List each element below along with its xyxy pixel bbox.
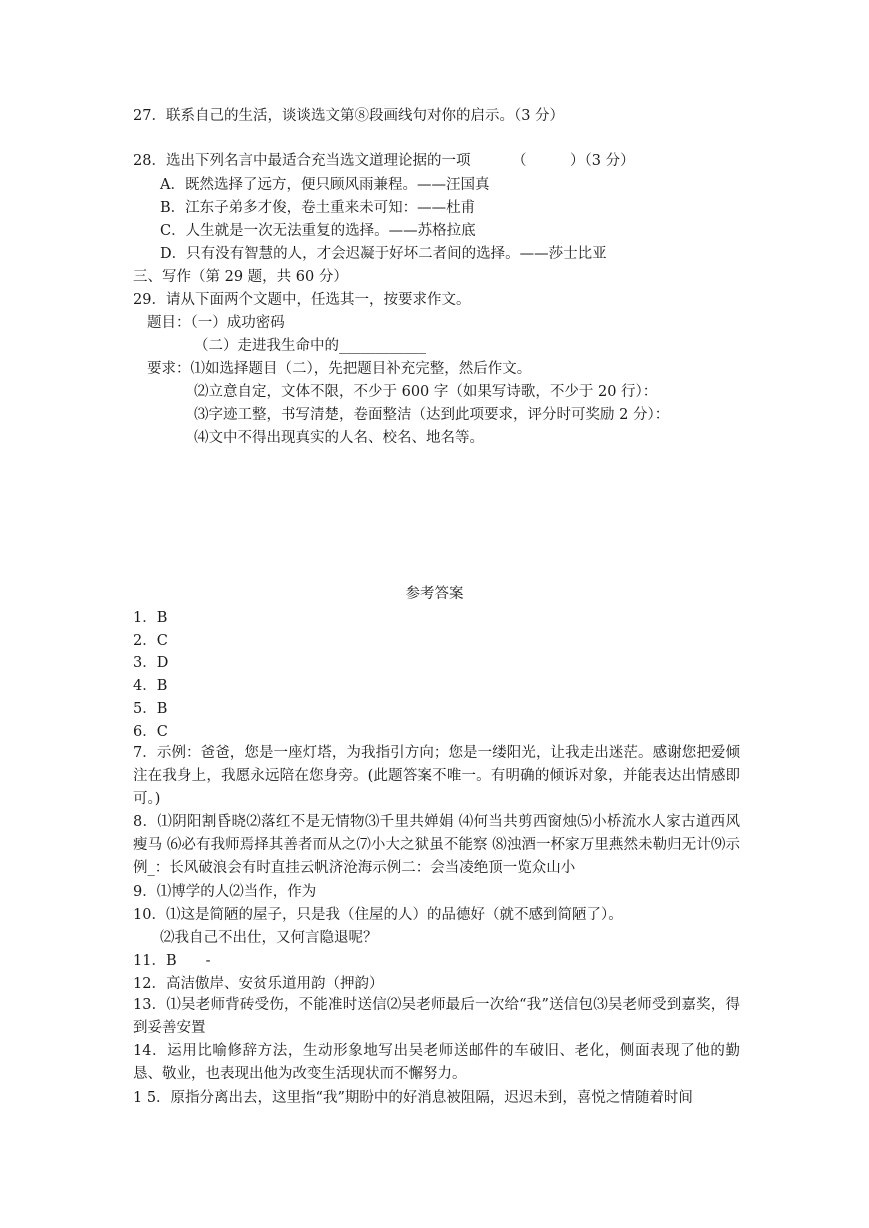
option-c: C．人生就是一次无法重复的选择。——苏格拉底: [160, 223, 476, 239]
answer-7: 7．示例：爸爸，您是一座灯塔，为我指引方向；您是一缕阳光，让我走出迷茫。感谢您把爱倾注在我身上，我愿永远陪在您身旁。(此题答案不唯一。有明确的倾诉对象，并能表达出情感即可。): [133, 745, 740, 807]
answer-8: 8．⑴阴阳割昏晓⑵落红不是无情物⑶千里共婵娟 ⑷何当共剪西窗烛⑸小桥流水人家古道西风瘦马 ⑹必有我师焉择其善者而从之⑺小大之狱虽不能察 ⑻浊酒一杯家万里燕然未勒归无计⑼示例_：长风破浪会有时直挂云帆济沧海示例二：会当凌绝顶一览众山小: [133, 814, 740, 876]
answer-14: 14．运用比喻修辞方法，生动形象地写出吴老师送邮件的车破旧、老化，侧面表现了他的勤恳、敬业，也表现出他为改变生活现状而不懈努力。: [133, 1043, 740, 1082]
answer-11: 11．B -: [133, 953, 211, 969]
answer-5: 5．B: [133, 701, 168, 717]
option-b: B．江东子弟多才俊，卷土重来未可知：——杜甫: [160, 200, 476, 216]
answer-15: 1 5．原指分离出去，这里指“我”期盼中的好消息被阻隔，迟迟未到，喜悦之情随着时间: [133, 1090, 693, 1106]
option-d: D．只有没有智慧的人，才会迟凝于好坏二者间的选择。——莎士比亚: [160, 246, 607, 262]
requirement-3: ⑶字迹工整，书写清楚，卷面整洁（达到此项要求，评分时可奖励 2 分）：: [194, 407, 670, 423]
answer-10-1: 10．⑴这是简陋的屋子，只是我（住屋的人）的品德好（就不感到简陋了）。: [133, 907, 623, 923]
writing-section-title: 三、写作（第 29 题，共 60 分）: [133, 269, 348, 285]
answer-9: 9．⑴博学的人⑵当作，作为: [133, 884, 317, 900]
question-28-answer-blank: （ ）（3 分）: [512, 153, 635, 169]
answers-title: 参考答案: [405, 586, 464, 602]
question-29: 29．请从下面两个文题中，任选其一，按要求作文。: [133, 292, 471, 308]
answer-12: 12．高洁傲岸、安贫乐道用韵（押韵）: [133, 976, 384, 992]
requirement-2: ⑵立意自定，文体不限，不少于 600 字（如果写诗歌，不少于 20 行）：: [194, 384, 658, 400]
answer-3: 3．D: [133, 655, 169, 671]
question-27: 27．联系自己的生活，谈谈选文第⑧段画线句对你的启示。（3 分）: [133, 108, 565, 124]
topic-1: 题目：（一）成功密码: [147, 315, 285, 331]
answer-2: 2．C: [133, 633, 168, 649]
answer-13: 13．⑴吴老师背砖受伤，不能准时送信⑵吴老师最后一次给“我”送信包⑶吴老师受到嘉奖，得到妥善安置: [133, 997, 740, 1036]
requirement-1: 要求：⑴如选择题目（二），先把题目补充完整，然后作文。: [147, 361, 532, 377]
answer-6: 6．C: [133, 724, 168, 740]
option-a: A．既然选择了远方，便只顾风雨兼程。——汪国真: [160, 177, 490, 193]
answer-10-2: ⑵我自己不出仕，又何言隐退呢？: [160, 930, 378, 946]
question-28-stem: 28．选出下列名言中最适合充当选文道理论据的一项: [133, 153, 471, 169]
answer-1: 1．B: [133, 610, 168, 626]
topic-2-blank: ____________: [339, 338, 426, 354]
topic-2: [194, 336, 426, 356]
answer-4: 4．B: [133, 678, 168, 694]
requirement-4: ⑷文中不得出现真实的人名、校名、地名等。: [194, 430, 484, 446]
topic-2-text: （二）走进我生命中的: [194, 338, 339, 354]
